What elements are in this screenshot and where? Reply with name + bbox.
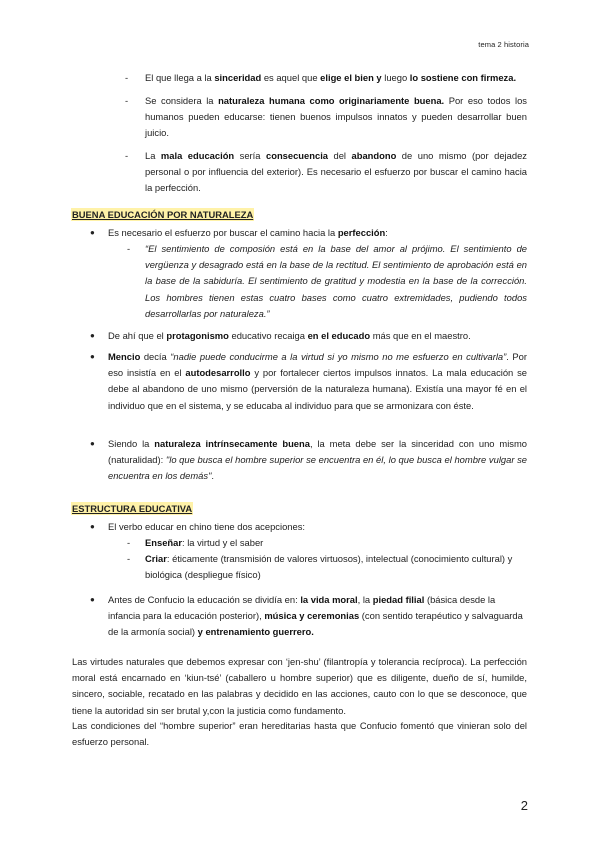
section-heading: ESTRUCTURA EDUCATIVA: [72, 503, 193, 514]
paragraph: Las virtudes naturales que debemos expresar con ‘jen-shu’ (filantropía y tolerancia recíproca). La perfección moral está encarnado en ‘kiun-tsé’ (caballero u hombre superior) que es diligente, dueño de sí, humilde, sincero, sociable, recatado en las palabras y decidido en las acciones, cauto con lo que se desconoce, que tiene la autoridad sin ser brutal y,con la justicia como fundamento.: [72, 656, 527, 716]
paragraph: Las condiciones del “hombre superior” eran hereditarias hasta que Confucio fomentó que vinieran solo del esfuerzo personal.: [72, 720, 527, 748]
bullet-icon: ●: [90, 228, 95, 237]
dash-marker: -: [125, 72, 129, 83]
dash-marker: -: [127, 243, 131, 254]
list-item: Es necesario el esfuerzo por buscar el camino hacia la perfección:: [108, 227, 388, 238]
sub-list-item: Criar: éticamente (transmisión de valores virtuosos), intelectual (conocimiento cultural) y biológica (despliegue físico): [145, 553, 513, 581]
list-item: Mencio decía “nadie puede conducirme a la virtud si yo mismo no me esfuerzo en cultivarla”. Por eso insistía en el autodesarrollo y por fortalecer ciertos impulsos innatos. La mala educación se debe al abandono de uno mismo (perversión de la naturaleza humana). Existía una mayor fé en el individuo que en el sistema, y se educaba al individuo para que se armonizara con éste.: [108, 351, 528, 411]
bullet-icon: ●: [90, 595, 95, 604]
list-item: La mala educación sería consecuencia del abandono de uno mismo (por dejadez personal o por influencia del exterior). Es necesario el esfuerzo por buscar el camino hacia la perfección.: [145, 150, 527, 194]
bullet-icon: ●: [90, 352, 95, 361]
list-item: Antes de Confucio la educación se dividía en: la vida moral, la piedad filial (básica desde la infancia para la educación posterior), música y ceremonias (con sentido terapéutico y salvaguarda de la armonía social) y entrenamiento guerrero.: [108, 594, 523, 638]
dash-marker: -: [125, 150, 129, 161]
list-item: De ahí que el protagonismo educativo recaiga en el educado más que en el maestro.: [108, 330, 471, 341]
bullet-icon: ●: [90, 439, 95, 448]
list-item: Siendo la naturaleza intrínsecamente buena, la meta debe ser la sinceridad con uno mismo (naturalidad): "lo que busca el hombre superior se encuentra en él, lo que busca el hombre vulgar se encuentra en los demás".: [108, 438, 528, 482]
bullet-icon: ●: [90, 331, 95, 340]
list-item: El que llega a la sinceridad es aquel que elige el bien y luego lo sostiene con firmeza.: [145, 72, 517, 83]
quote: “El sentimiento de composión está en la base del amor al prójimo. El sentimiento de vergüenza y desagrado está en la base de la rectitud. El sentimiento de aprobación está en la base de la sabiduría. El sentimiento de gratitud y modestia en la base de la corrección. Los hombres tienen estas cuatro bases como cuatro extremidades, pudiendo todos desarrollarlas por naturaleza.”: [145, 243, 527, 319]
dash-marker: -: [125, 95, 129, 106]
list-item: El verbo educar en chino tiene dos acepciones:: [108, 521, 306, 532]
list-item: Se considera la naturaleza humana como originariamente buena. Por eso todos los humanos pueden educarse: tienen buenos impulsos innatos y pueden desarrollar buen juicio.: [145, 95, 527, 139]
section-heading: BUENA EDUCACIÓN POR NATURALEZA: [72, 209, 254, 220]
dash-marker: -: [127, 553, 131, 564]
page-number: 2: [520, 798, 528, 813]
bullet-icon: ●: [90, 522, 95, 531]
page-header: tema 2 historia: [478, 40, 529, 49]
dash-marker: -: [127, 537, 131, 548]
sub-list-item: Enseñar: la virtud y el saber: [145, 537, 264, 548]
